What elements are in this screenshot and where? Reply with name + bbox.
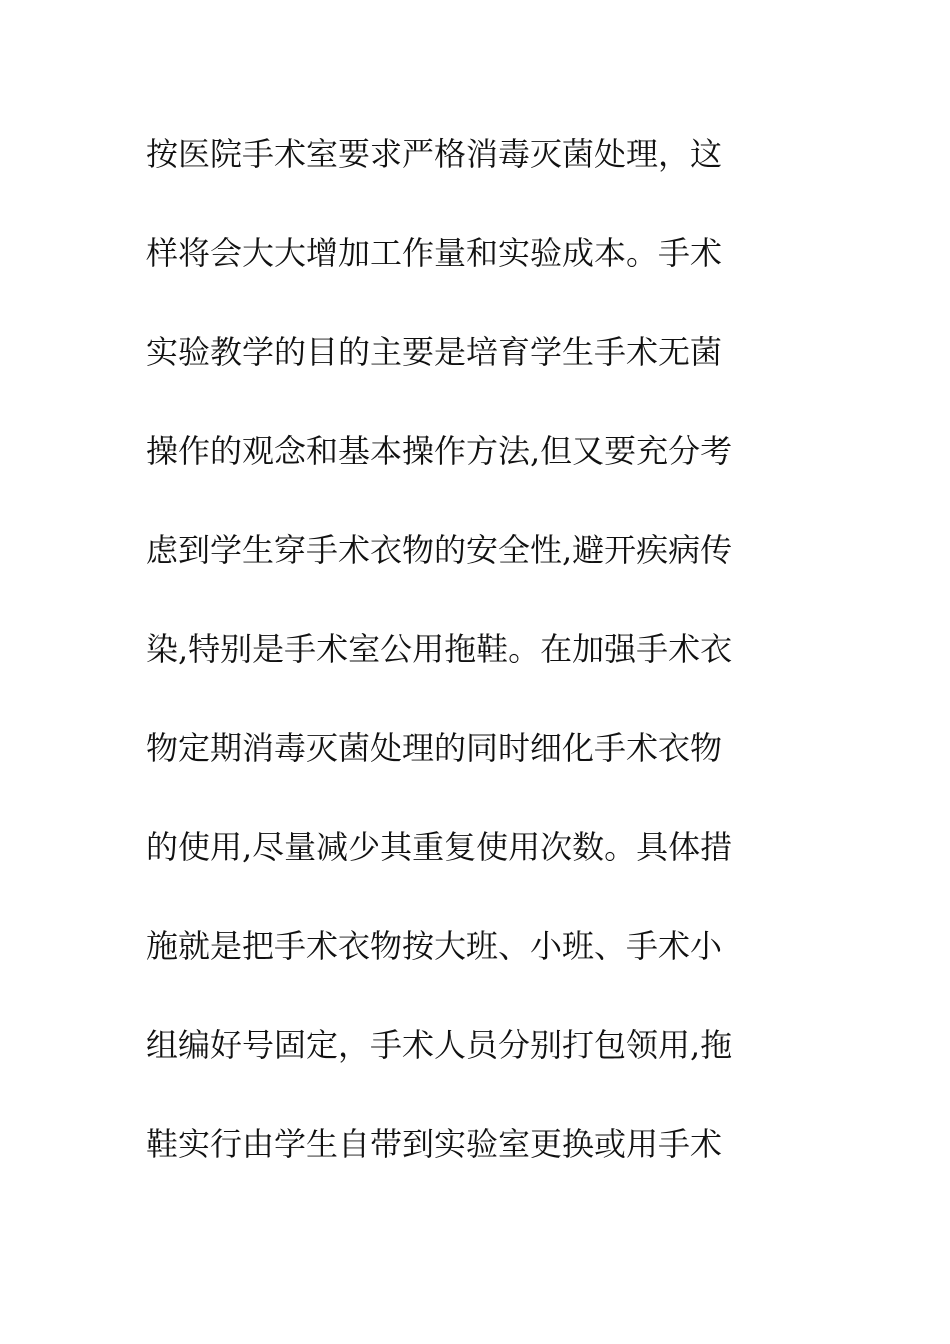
body-text <box>146 126 806 1215</box>
text-line: 的使用,尽量减少其重复使用次数。具体措 <box>146 828 733 866</box>
text-line: 鞋实行由学生自带到实验室更换或用手术 <box>146 1125 723 1163</box>
text-line: 虑到学生穿手术衣物的安全性,避开疾病传 <box>146 531 733 569</box>
text-line: 组编好号固定，手术人员分别打包领用,拖 <box>146 1026 733 1064</box>
text-line: 按医院手术室要求严格消毒灭菌处理，这 <box>146 135 723 173</box>
text-line: 染,特别是手术室公用拖鞋。在加强手术衣 <box>146 630 733 668</box>
text-line: 实验教学的目的主要是培育学生手术无菌 <box>146 333 723 371</box>
text-line: 施就是把手术衣物按大班、小班、手术小 <box>146 927 723 965</box>
text-line: 样将会大大增加工作量和实验成本。手术 <box>146 234 723 272</box>
text-line: 操作的观念和基本操作方法,但又要充分考 <box>146 432 733 470</box>
text-line: 物定期消毒灭菌处理的同时细化手术衣物 <box>146 729 723 767</box>
